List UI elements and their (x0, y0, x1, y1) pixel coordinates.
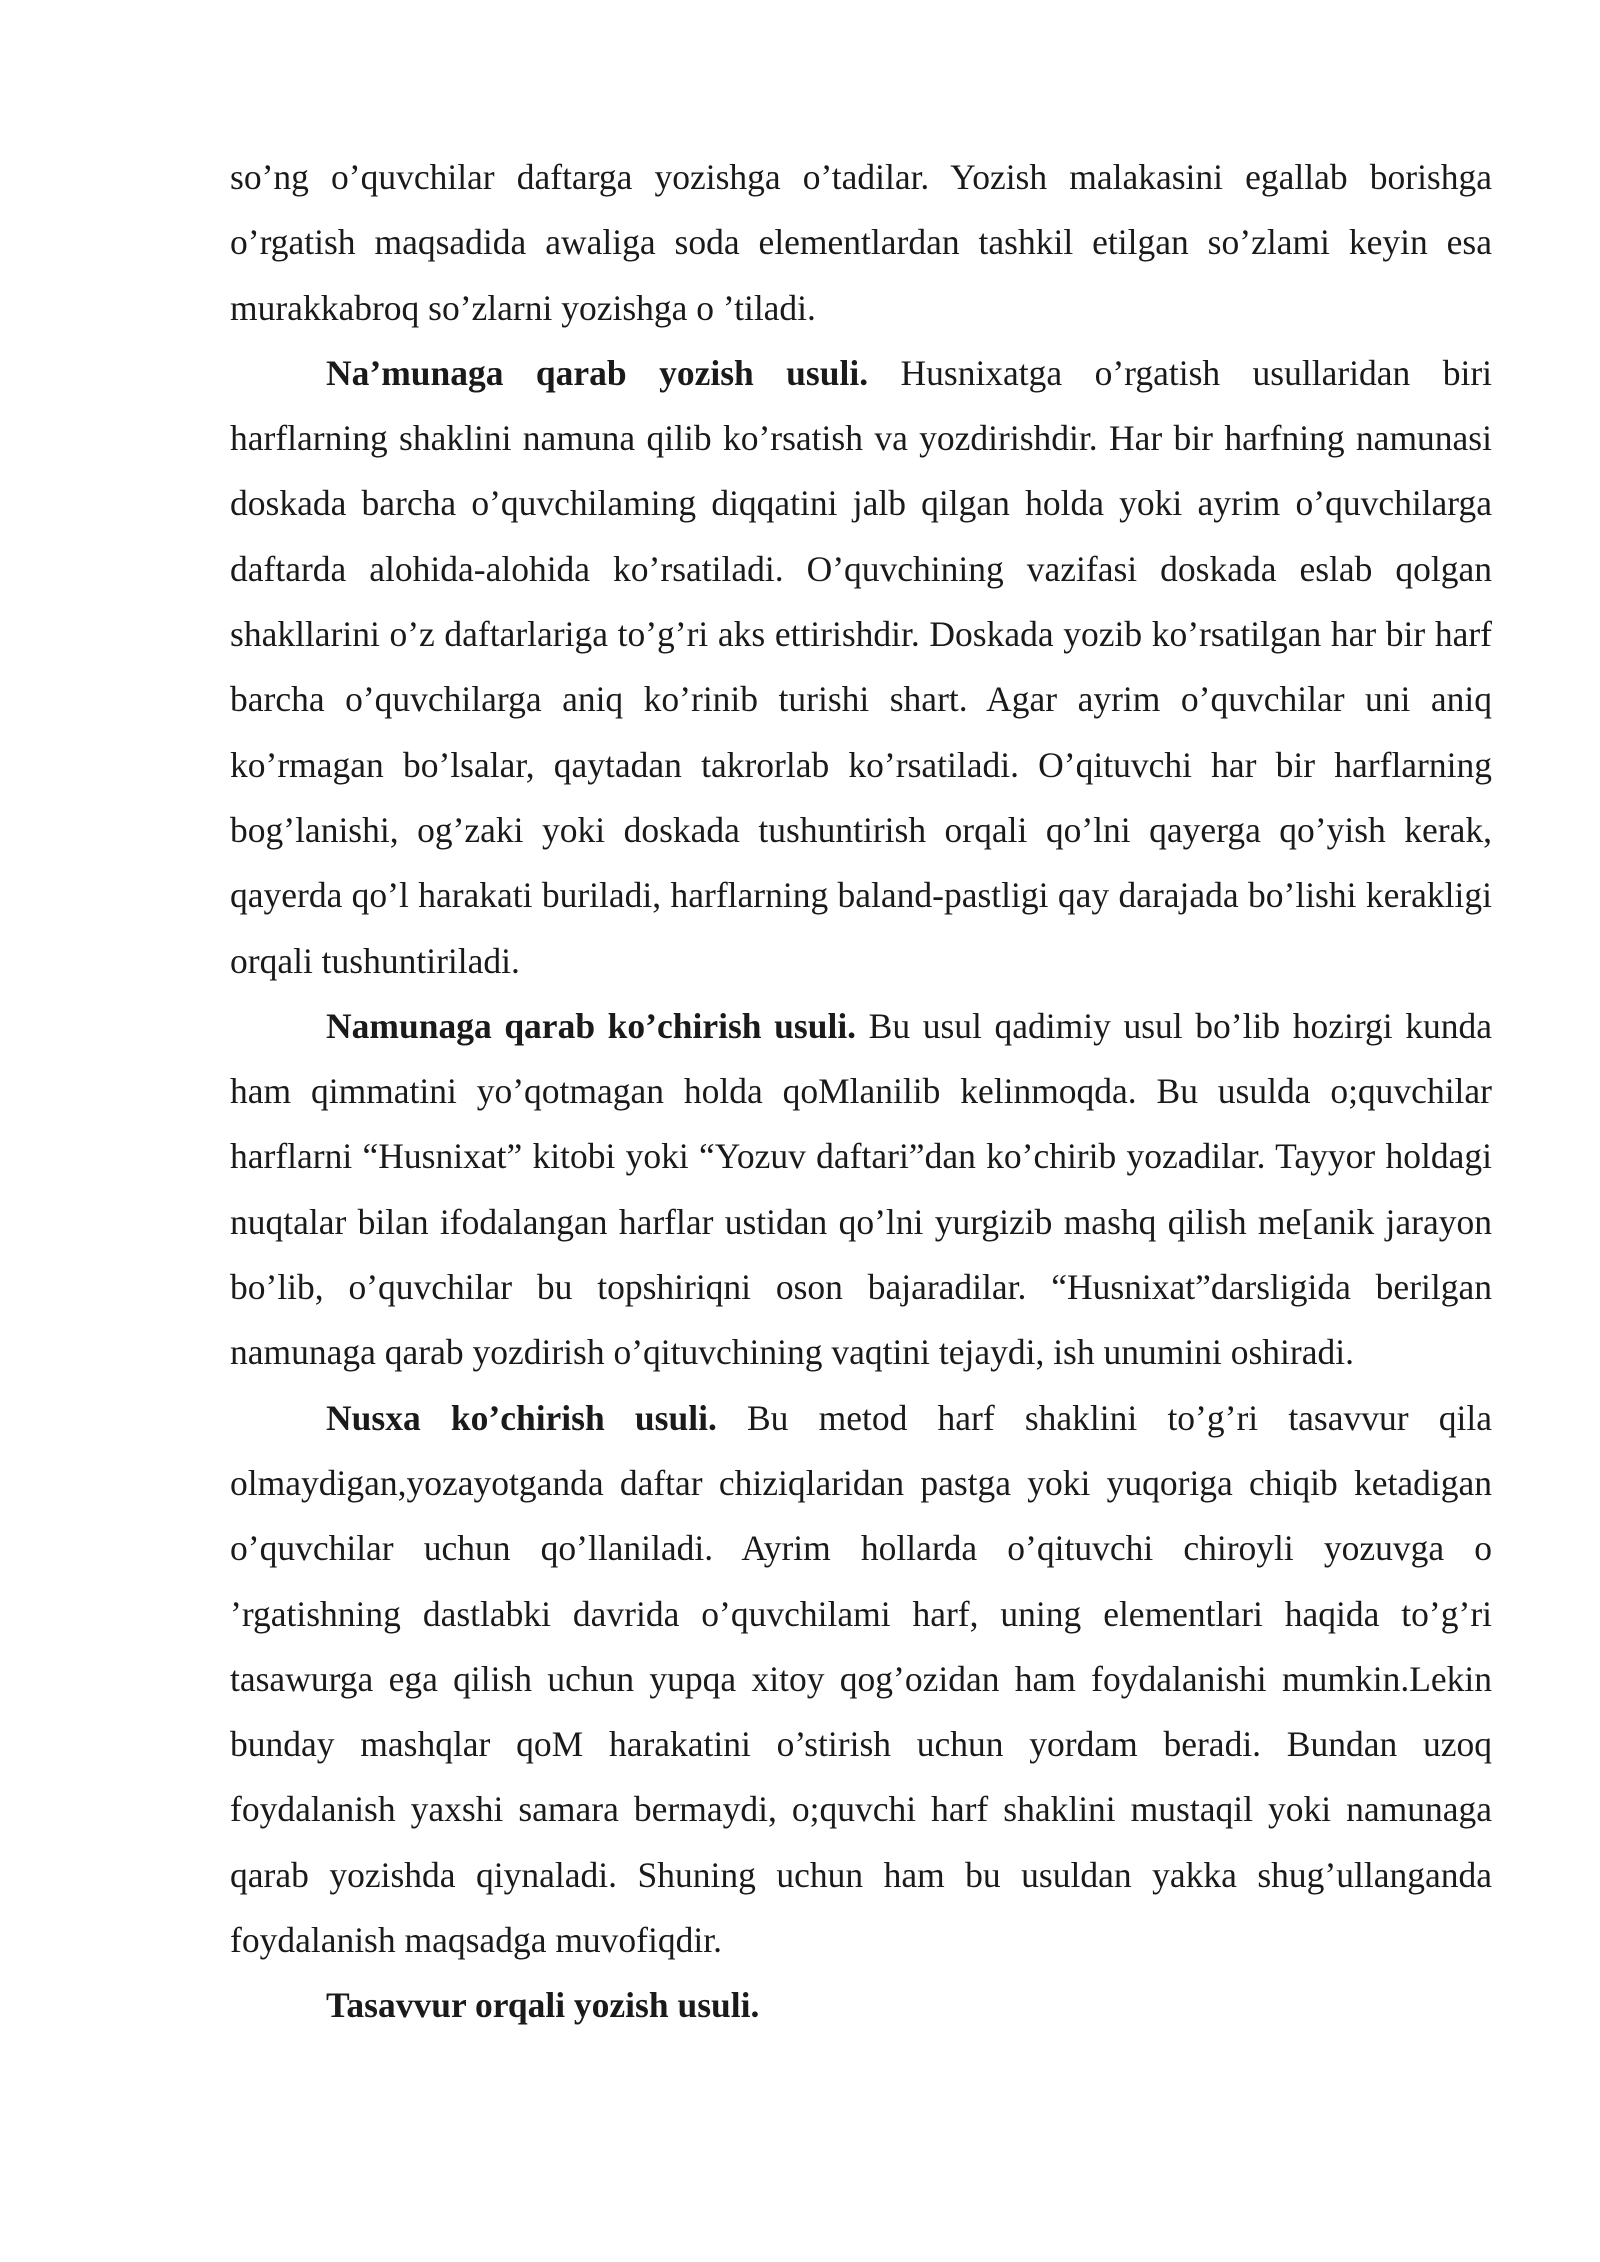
paragraph-intro (230, 145, 1492, 341)
section-heading: Nusxa ko’chirish usuli. (326, 1397, 717, 1438)
section-heading: Namunaga qarab ko’chirish usuli. (326, 1005, 857, 1046)
paragraph-namunaga-yozish (230, 341, 1492, 994)
paragraph-text: Bu metod harf shaklini to’g’ri tasavvur qila olmaydigan,yozayotganda daftar chiziqlaridan pastga yoki yuqoriga chiqib ketadigan o’quvchilar uchun qo’llaniladi. Ayrim hollarda o’qituvchi chiroyli yozuvga o ’rgatishning dastlabki davrida o’quvchilami harf, uning elementlari haqida to’g’ri tasawurga ega qilish uchun yupqa xitoy qog’ozidan ham foydalanishi mumkin.Lekin bunday mashqlar qoM harakatini o’stirish uchun yordam beradi. Bundan uzoq foydalanish yaxshi samara bermaydi, o;quvchi harf shaklini mustaqil yoki namunaga qarab yozishda qiynaladi. Shuning uchun ham bu usuldan yakka shug’ullanganda foydalanish maqsadga muvofiqdir. (230, 1397, 1492, 1961)
paragraph-text: Bu usul qadimiy usul bo’lib hozirgi kunda ham qimmatini yo’qotmagan holda qoMlanilib kelinmoqda. Bu usulda o;quvchilar harflarni “Husnixat” kitobi yoki “Yozuv daftari”dan ko’chirib yozadilar. Tayyor holdagi nuqtalar bilan ifodalangan harflar ustidan qo’lni yurgizib mashq qilish me[anik jarayon bo’lib, o’quvchilar bu topshiriqni oson bajaradilar. “Husnixat”darsligida berilgan namunaga qarab yozdirish o’qituvchining vaqtini tejaydi, ish unumini oshiradi. (230, 1005, 1492, 1373)
document-page (230, 145, 1492, 2039)
paragraph-namunaga-kochirish (230, 994, 1492, 1386)
paragraph-text: so’ng o’quvchilar daftarga yozishga o’tadilar. Yozish malakasini egallab borishga o’rgatish maqsadida awaliga soda elementlardan tashkil etilgan so’zlami keyin esa murakkabroq so’zlarni yozishga o ’tiladi. (230, 157, 1492, 328)
paragraph-nusxa-kochirish (230, 1386, 1492, 1974)
paragraph-text: Husnixatga o’rgatish usullaridan biri harflarning shaklini namuna qilib ko’rsatish va yozdirishdir. Har bir harfning namunasi doskada barcha o’quvchilaming diqqatini jalb qilgan holda yoki ayrim o’quvchilarga daftarda alohida-alohida ko’rsatiladi. O’quvchining vazifasi doskada eslab qolgan shakllarini o’z daftarlariga to’g’ri aks ettirishdir. Doskada yozib ko’rsatilgan har bir harf barcha o’quvchilarga aniq ko’rinib turishi shart. Agar ayrim o’quvchilar uni aniq ko’rmagan bo’lsalar, qaytadan takrorlab ko’rsatiladi. O’qituvchi har bir harflarning bog’lanishi, og’zaki yoki doskada tushuntirish orqali qo’lni qayerga qo’yish kerak, qayerda qo’l harakati buriladi, harflarning baland-pastligi qay darajada bo’lishi kerakligi orqali tushuntiriladi. (230, 352, 1492, 981)
section-heading: Tasavvur orqali yozish usuli. (326, 1985, 760, 2026)
section-heading: Na’munaga qarab yozish usuli. (326, 352, 869, 393)
paragraph-tasavvur (230, 1973, 1492, 2038)
